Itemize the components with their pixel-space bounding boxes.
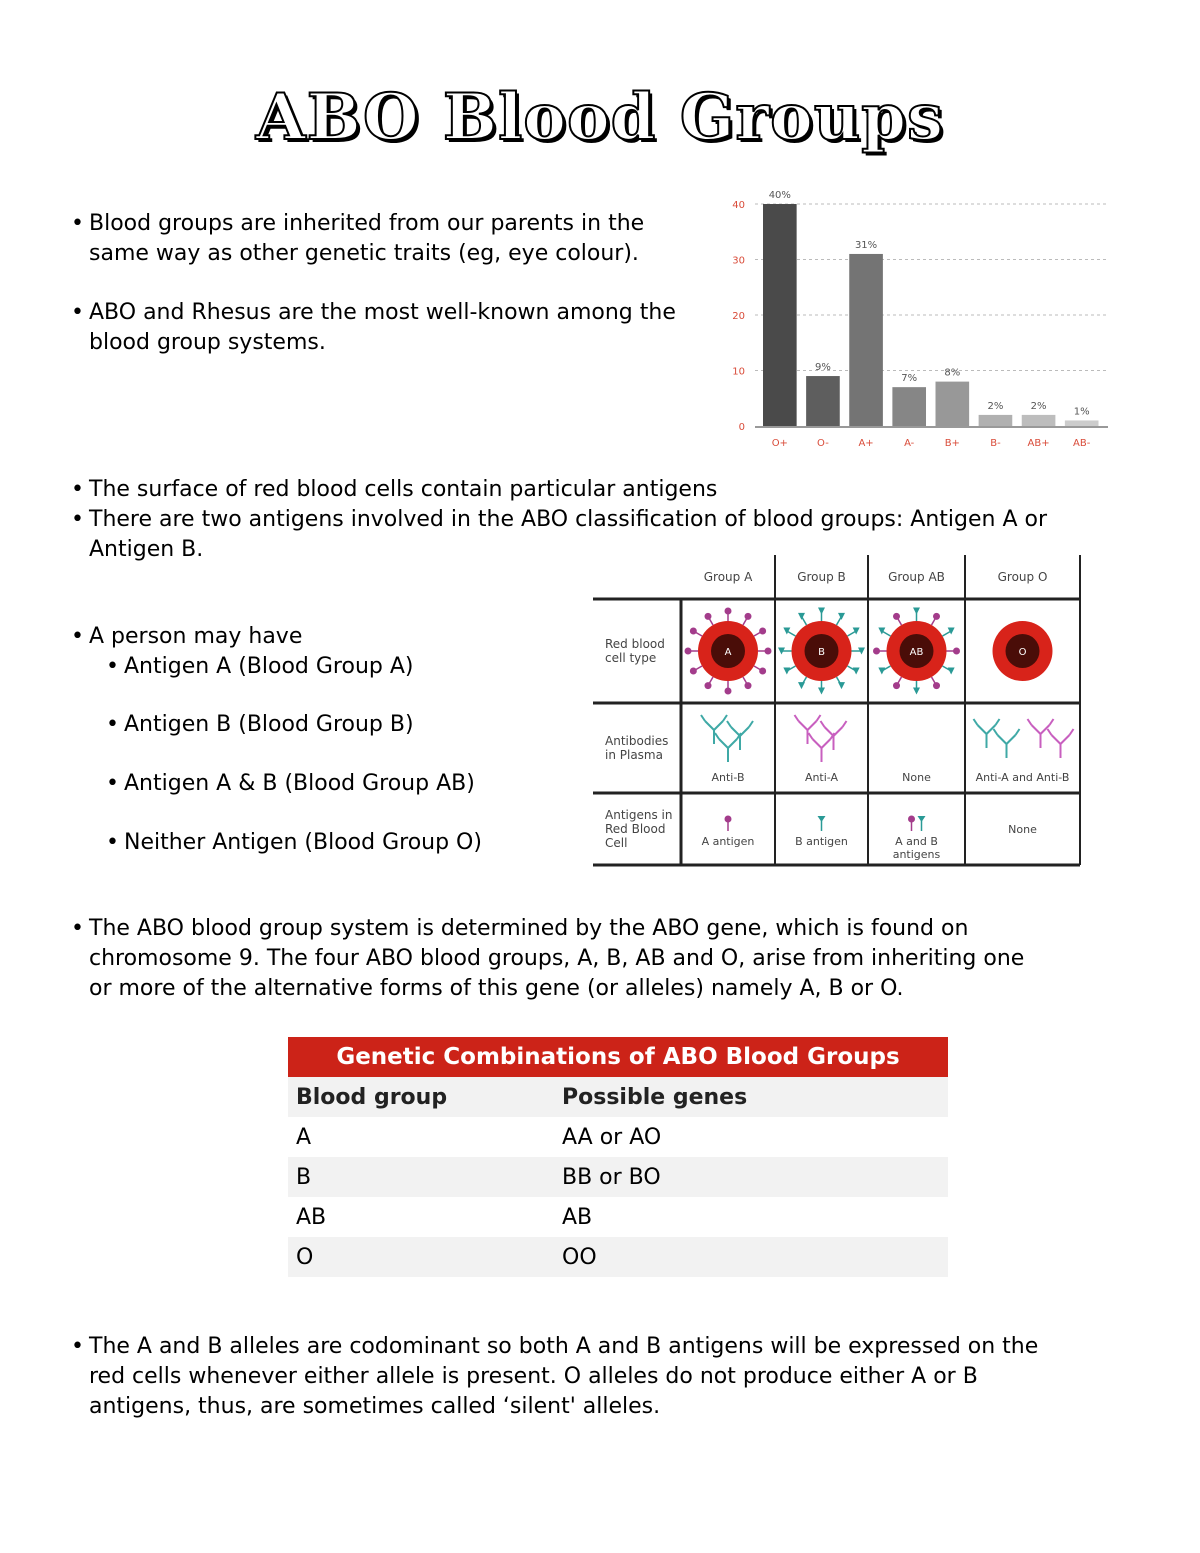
row-label: Antibodies [605,734,669,748]
table-row [288,1197,948,1237]
bullet-text: Antigen B. [89,537,204,562]
bullet-dot: • [71,507,84,532]
antigen-a-marker [725,816,732,823]
antigen-a-marker [690,668,697,675]
cell-letter: O [1018,647,1027,658]
antigen-a-marker [893,613,900,620]
antigen-label: A and B [895,835,938,848]
antibody-stroke [705,721,714,730]
bullet-text: Blood groups are inherited from our parents in the [89,211,645,236]
bullet-text: A person may have [89,624,303,649]
data-label: 9% [815,362,831,374]
antibody-stroke [795,715,799,721]
antibody-label: None [902,771,931,784]
antigen-a-marker [685,648,692,655]
table-row [288,1117,948,1157]
bullet-abo-rhesus [71,298,676,358]
antibody-label: Anti-A and Anti-B [975,771,1070,784]
antigen-b-marker [913,688,920,695]
row-label: Red blood [605,637,665,651]
antibody-stroke [978,725,987,734]
antigen-a-marker [873,648,880,655]
table-cell: AA or AO [562,1124,662,1150]
antigen-b-marker [818,688,825,695]
antibody-stroke [728,739,737,748]
page-title: ABO Blood Groups [255,80,945,155]
antibody-stroke [1028,719,1032,725]
antibody-label: Anti-A [804,771,839,784]
antigen-b-marker [918,816,926,822]
row-label: in Plasma [605,748,663,762]
antigen-label: antigens [892,848,941,861]
antigen-b-marker [818,608,825,615]
antibody-stroke [825,727,834,736]
antibody-icon [715,733,741,762]
bullet-surface-antigens [71,475,718,505]
antigen-a-marker [759,628,766,635]
bullet-dot: • [106,771,119,796]
row-label: Cell [605,836,628,850]
antibody-stroke [727,721,731,727]
antibody-stroke [1032,725,1041,734]
column-header: Group B [797,570,846,584]
antibody-stroke [715,733,719,739]
y-tick-label: 0 [738,422,745,433]
antigen-a-marker [725,608,732,615]
antigen-a-marker [690,628,697,635]
antibody-stroke [799,721,808,730]
bullet-text: red cells whenever either allele is present. O alleles do not produce either A or B [89,1364,978,1389]
antibody-stroke [809,733,813,739]
antigen-label: A antigen [701,835,755,848]
antigen-label: None [1008,823,1037,836]
antigen-a-marker [933,682,940,689]
bullet-dot: • [71,916,84,941]
antigen-a-marker [759,668,766,675]
antibody-stroke [1070,729,1074,735]
table-row [288,1237,948,1277]
bullet-text: The ABO blood group system is determined by the ABO gene, which is found on [89,916,969,941]
antigen-a-marker [765,648,772,655]
antibody-stroke [1052,735,1061,744]
antibody-icon [994,729,1020,758]
antigen-a-marker [933,613,940,620]
y-tick-label: 30 [732,255,745,267]
bullet-dot: • [106,712,119,737]
bar-B- [979,415,1013,426]
antibody-stroke [821,721,825,727]
sub-bullet-group-a [106,652,414,682]
bullet-text: There are two antigens involved in the ABO classification of blood groups: Antigen A or [89,507,1048,532]
table-cell: A [296,1124,312,1150]
table-header-row [288,1077,948,1117]
bar-O+ [763,204,797,426]
data-label: 2% [987,400,1004,412]
bullet-dot: • [71,477,84,502]
antibody-stroke [749,721,753,727]
sub-bullet-group-ab [106,769,475,799]
antibody-icon [701,715,727,744]
data-label: 2% [1030,400,1047,412]
table-cell: O [288,1237,554,1277]
table-cell: AB [296,1204,327,1230]
bullet-codominant [71,1332,1039,1422]
bullet-person-may-have [71,622,303,652]
x-tick-label: A+ [858,438,874,449]
y-tick-label: 10 [732,366,745,378]
x-tick-label: AB+ [1027,438,1050,449]
bullet-text: blood group systems. [89,330,326,355]
antibody-stroke [974,719,978,725]
table-caption: Genetic Combinations of ABO Blood Groups [288,1037,948,1077]
antigen-b-marker [783,628,790,635]
antigen-b-marker [838,613,845,620]
antigen-a-marker [705,682,712,689]
antibody-stroke [1061,735,1070,744]
antibody-label: Anti-B [711,771,745,784]
table-row [288,1157,948,1197]
cell-letter: B [818,647,825,658]
y-tick-label: 20 [732,311,745,322]
antibody-stroke [817,715,821,721]
table-cell: OO [554,1237,948,1277]
data-label: 8% [944,367,961,379]
antibody-stroke [1048,729,1052,735]
antibody-icon [809,733,835,762]
column-header: Group AB [888,570,945,584]
column-header: Blood group [288,1077,554,1117]
y-tick-label: 40 [732,200,745,211]
row-label: Antigens in [605,808,673,822]
antigen-b-marker [853,668,860,675]
antibody-stroke [994,729,998,735]
bar-AB+ [1022,415,1056,426]
x-tick-label: AB- [1073,438,1091,449]
bullet-abo-gene [71,914,1025,1004]
bullet-dot: • [106,830,119,855]
table-cell: B [288,1157,554,1197]
x-tick-label: B- [990,438,1001,449]
antigen-label: B antigen [795,835,848,848]
antigen-b-marker [798,613,805,620]
bullet-text: The A and B alleles are codominant so both A and B antigens will be expressed on the [89,1334,1039,1359]
sub-bullet-group-b [106,710,414,740]
antibody-stroke [998,735,1007,744]
bar-O- [806,376,840,426]
antibody-stroke [996,719,1000,725]
antibody-stroke [731,727,740,736]
column-header: Group O [997,570,1048,584]
blood-type-bar-chart [725,183,1115,455]
column-header: Group A [703,570,753,584]
antigen-a-marker [725,688,732,695]
antibody-icon [795,715,821,744]
antigen-b-marker [853,628,860,635]
bullet-dot: • [71,211,84,236]
data-label: 7% [901,373,918,385]
bullet-dot: • [71,1334,84,1359]
antibody-stroke [740,727,749,736]
bullet-text: chromosome 9. The four ABO blood groups, A, B, AB and O, arise from inheriting one [89,946,1025,971]
antibody-stroke [723,715,727,721]
antibody-stroke [822,739,831,748]
antibody-stroke [813,739,822,748]
blood-group-antigen-diagram [593,555,1085,871]
antigen-b-marker [948,628,955,635]
antigen-b-marker [878,668,885,675]
bullet-dot: • [106,654,119,679]
antigen-a-marker [908,816,915,823]
antibody-stroke [834,727,843,736]
bullet-text: Antigen A (Blood Group A) [124,654,414,679]
data-label: 1% [1073,406,1090,418]
x-tick-label: A- [904,438,915,449]
bar-AB- [1065,420,1099,426]
column-header: Possible genes [554,1077,948,1117]
x-tick-label: O- [817,438,829,449]
antibody-stroke [719,739,728,748]
antigen-a-marker [953,648,960,655]
cell-letter: AB [909,647,924,658]
table-cell: BB or BO [554,1157,948,1197]
table-cell: AB [562,1204,593,1230]
bullet-text: Antigen A & B (Blood Group AB) [124,771,475,796]
antibody-stroke [1007,735,1016,744]
bar-B+ [936,382,970,426]
bullet-dot: • [71,300,84,325]
x-tick-label: B+ [944,438,960,449]
antibody-stroke [701,715,705,721]
bullet-text: antigens, thus, are sometimes called ‘silent' alleles. [89,1394,661,1419]
bullet-text: ABO and Rhesus are the most well-known among the [89,300,676,325]
x-tick-label: O+ [771,438,788,449]
bullet-text: Antigen B (Blood Group B) [124,712,414,737]
antigen-b-marker [913,608,920,615]
antigen-b-marker [878,628,885,635]
bar-A- [892,387,926,426]
antibody-stroke [1016,729,1020,735]
bar-A+ [849,254,883,426]
data-label: 40% [768,190,791,201]
row-label: Red Blood [605,822,666,836]
sub-bullet-group-o [106,828,482,858]
antigen-b-marker [818,816,826,822]
genetic-combinations-table [288,1037,948,1277]
bullet-text: Neither Antigen (Blood Group O) [124,830,482,855]
antibody-stroke [714,721,723,730]
antigen-b-marker [948,668,955,675]
bullet-text: The surface of red blood cells contain particular antigens [89,477,718,502]
antigen-b-marker [783,668,790,675]
antigen-a-marker [705,613,712,620]
antigen-a-marker [893,682,900,689]
bullet-inheritance [71,209,645,269]
row-label: cell type [605,651,657,665]
antibody-icon [1048,729,1074,758]
bullet-text: or more of the alternative forms of this gene (or alleles) namely A, B or O. [89,976,904,1001]
antigen-b-marker [838,682,845,689]
cell-letter: A [724,647,732,658]
data-label: 31% [854,239,878,251]
bullet-text: same way as other genetic traits (eg, eye colour). [89,241,639,266]
antigen-a-marker [745,682,752,689]
antibody-stroke [843,721,847,727]
bullet-dot: • [71,624,84,649]
antigen-a-marker [745,613,752,620]
antibody-stroke [1050,719,1054,725]
antibody-stroke [808,721,817,730]
antigen-b-marker [798,682,805,689]
